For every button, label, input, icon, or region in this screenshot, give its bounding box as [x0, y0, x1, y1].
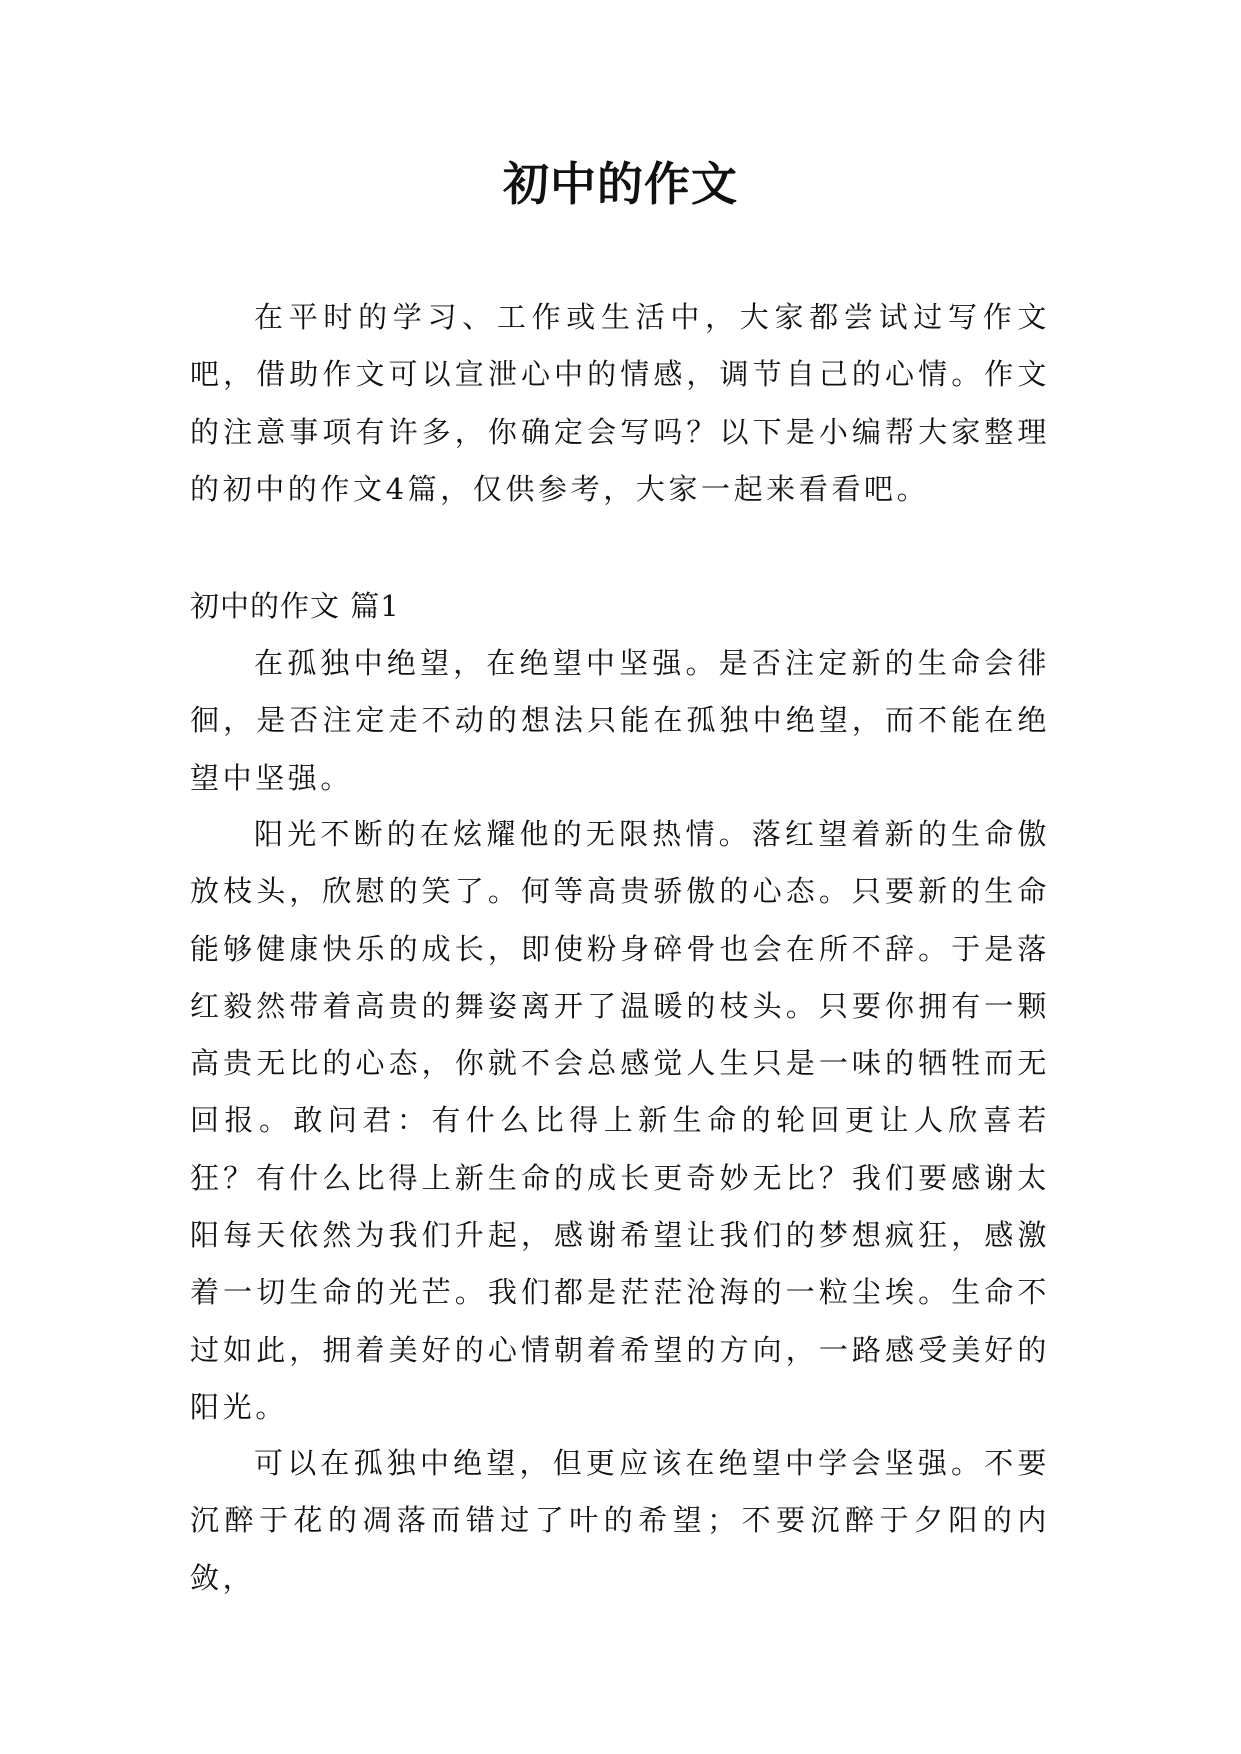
- intro-paragraph: 在平时的学习、工作或生活中，大家都尝试过写作文吧，借助作文可以宣泄心中的情感，调节自己的心情。作文的注意事项有许多，你确定会写吗？以下是小编帮大家整理的初中的作文4篇，仅供参考，大家一起来看看吧。: [190, 300, 1050, 506]
- body-paragraph-1: 在孤独中绝望，在绝望中坚强。是否注定新的生命会徘徊，是否注定走不动的想法只能在孤独中绝望，而不能在绝望中坚强。: [190, 646, 1050, 795]
- section-heading: 初中的作文 篇1: [190, 589, 400, 623]
- body-paragraph-3: 可以在孤独中绝望，但更应该在绝望中学会坚强。不要沉醉于花的凋落而错过了叶的希望；不要沉醉于夕阳的内敛，: [190, 1446, 1050, 1595]
- document-title: 初中的作文: [503, 157, 738, 211]
- body-paragraph-2: 阳光不断的在炫耀他的无限热情。落红望着新的生命傲放枝头，欣慰的笑了。何等高贵骄傲的心态。只要新的生命能够健康快乐的成长，即使粉身碎骨也会在所不辞。于是落红毅然带着高贵的舞姿离开了温暖的枝头。只要你拥有一颗高贵无比的心态，你就不会总感觉人生只是一味的牺牲而无回报。敢问君：有什么比得上新生命的轮回更让人欣喜若狂？有什么比得上新生命的成长更奇妙无比？我们要感谢太阳每天依然为我们升起，感谢希望让我们的梦想疯狂，感激着一切生命的光芒。我们都是茫茫沧海的一粒尘埃。生命不过如此，拥着美好的心情朝着希望的方向，一路感受美好的阳光。: [190, 817, 1050, 1424]
